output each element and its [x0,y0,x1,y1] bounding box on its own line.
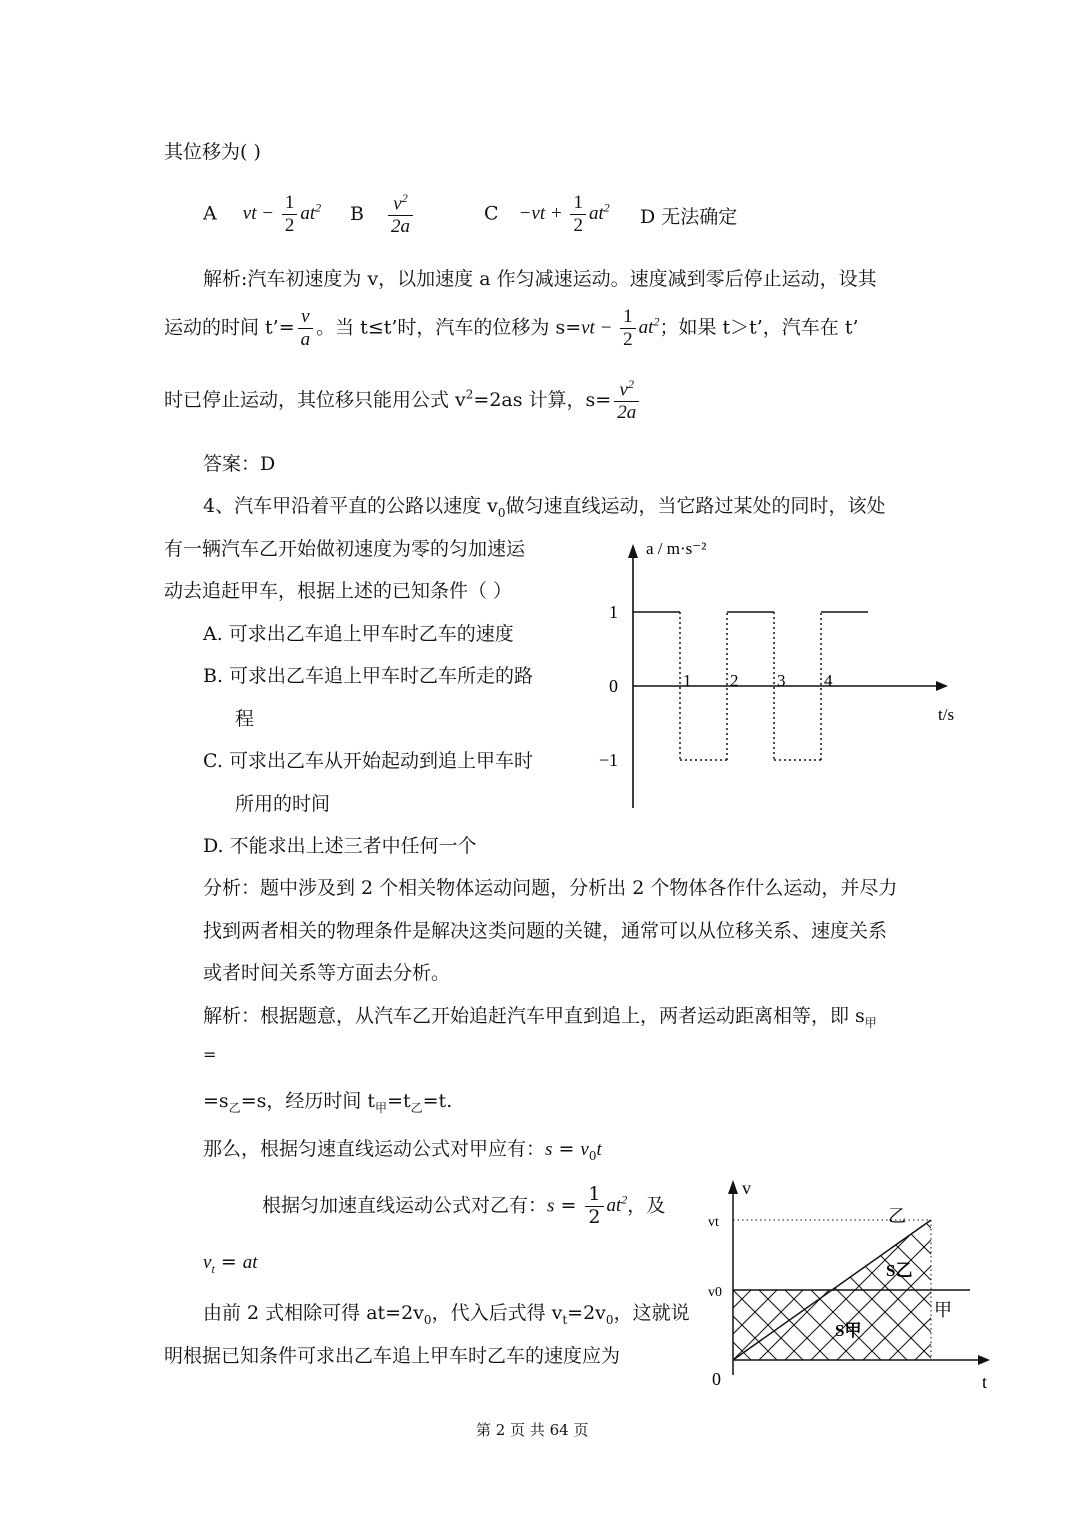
hatch-line [700,1170,855,1360]
subscript: 乙 [228,1100,241,1115]
q4-line1: 4、汽车甲沿着平直的公路以速度 $v_0$做匀速直线运动，当它路过某处的同时，该处 [203,495,886,520]
analysis-1-line3: 时已停止运动，其位移只能用公式 $v^2=2as$ 计算，s= $\frac{v^2}{2a}$ [164,378,642,424]
analysis-1-line1: 解析:汽车初速度为 v，以加速度 a 作匀减速运动。速度减到零后停止运动，设其 [203,268,877,290]
hatch-line [941,1170,1010,1360]
y-axis-arrow [728,1180,738,1194]
x-axis-arrow [978,1355,990,1365]
hatch-line [700,1170,725,1360]
q4-option-c-cont: 所用的时间 [235,793,331,815]
jiexi-eq: = [203,1045,217,1064]
option-c-label: C [484,202,499,225]
option-c: C −vt + $\frac{1}{2}$ $at^2$ [484,192,610,236]
analysis-text: 。当 t≤t’时，汽车的位移为 s= [316,316,582,339]
hatch-line [915,1170,1010,1360]
result-text: ，代入后式得 v [431,1302,563,1324]
namo-text: 那么，根据匀速直线运动公式对甲应有： [203,1138,546,1160]
hatch-line [700,1170,829,1360]
x-axis-arrow [936,681,948,691]
analysis-text: 运动的时间 t’= [164,316,295,339]
option-b-label: B [350,203,364,226]
fenxi-line2: 找到两者相关的物理条件是解决这类问题的关键，通常可以从位移关系、速度关系 [203,920,888,942]
genju-text: 根据匀加速直线运动公式对乙有： [262,1194,548,1217]
hatch-line [700,1170,777,1360]
hatch-line [941,1170,1010,1360]
hatch-line [700,1170,751,1360]
hatch-line [700,1170,829,1360]
result-line2: 明根据已知条件可求出乙车追上甲车时乙车的速度应为 [164,1345,621,1367]
y-axis-label: v [742,1178,751,1198]
analysis-text: =2as 计算，s= [473,389,612,412]
q4-option-a: A. 可求出乙车追上甲车时乙车的速度 [203,623,514,645]
q4-option-b: B. 可求出乙车追上甲车时乙车所走的路 [203,665,534,687]
q4-option-b-cont: 程 [235,708,255,730]
q4-text: 做匀速直线运动，当它路过某处的同时，该处 [505,495,886,517]
series-yi-label: 乙 [888,1206,906,1226]
question-tail: 其位移为( ) [164,141,261,163]
hatch-line [967,1170,1010,1360]
answer: 答案：D [203,453,276,475]
y-tick-label: 0 [609,676,618,696]
subscript: 甲 [375,1100,388,1115]
option-b: B $\frac{v^2}{2a}$ [350,192,416,238]
q4-option-c: C. 可求出乙车从开始起动到追上甲车时 [203,750,533,772]
hatch-line [915,1170,1010,1360]
acceleration-time-chart [590,530,970,820]
hatch-line [785,1170,985,1360]
q4-option-d: D. 不能求出上述三者中任何一个 [203,835,477,857]
x-axis-label: t/s [938,705,955,724]
result-text: =2v [567,1302,606,1324]
series-jia-label: 甲 [934,1300,952,1320]
hatch-line [707,1170,907,1360]
hatch-line [837,1170,1010,1360]
fenxi-line1: 分析：题中涉及到 2 个相关物体运动问题，分析出 2 个物体各作什么运动，并尽力 [203,877,898,899]
namo-line: 那么，根据匀速直线运动公式对甲应有：$s = v_0t$ [203,1138,602,1163]
subscript: 甲 [864,1015,877,1030]
x-tick-label: 2 [730,671,739,690]
result-text: ，这就说 [613,1302,690,1324]
x-tick-label: 3 [777,671,786,690]
y-axis-label: a / m·s⁻² [646,539,707,558]
option-a: A vt − $\frac{1}{2}$ $at^2$ [203,192,322,236]
hatch-line [785,1170,985,1360]
option-a-label: A [203,202,217,225]
genju-line: 根据匀加速直线运动公式对乙有：s = $\frac{1}{2}$ $at^2$，及 [262,1183,666,1228]
jiexi-text: =s，经历时间 t [240,1090,376,1112]
jiexi-text: =t [387,1090,411,1112]
q4-line3: 动去追赶甲车，根据上述的已知条件（ ） [164,580,513,602]
area-label-jia: S甲 [835,1321,862,1340]
result-line1: 由前 2 式相除可得 $at=2v_0$，代入后式得 $v_t=2v_0$，这就说 [203,1302,690,1327]
hatch-line [837,1170,1010,1360]
q4-text: 4、汽车甲沿着平直的公路以速度 v [203,495,498,517]
hatch-line [993,1170,1010,1360]
subscript: 乙 [410,1100,423,1115]
y-tick-label: vt [708,1215,719,1230]
velocity-time-chart [700,1170,1010,1400]
result-text: 由前 2 式相除可得 at=2v [203,1302,424,1324]
hatch-line [700,1170,855,1360]
jiexi-text: =t. [422,1090,453,1112]
genju-text: ，及 [627,1194,666,1217]
x-tick-label: 4 [824,671,833,690]
jiexi-line1 [203,1007,877,1029]
hatch-line [967,1170,1010,1360]
page-footer: 第 2 页 共 64 页 [476,1421,589,1439]
y-tick-label: 1 [609,602,618,622]
q4-line2: 有一辆汽车乙开始做初速度为零的匀加速运 [164,538,526,560]
hatch-line [993,1170,1010,1360]
fenxi-line3: 或者时间关系等方面去分析。 [203,962,451,984]
jiexi-text: 解析：根据题意，从汽车乙开始追赶汽车甲直到追上，两者运动距离相等，即 s [203,1005,865,1027]
y-axis-arrow [628,544,638,558]
analysis-1-line2: 运动的时间 t’= $\frac{v}{a}$ 。当 t≤t’时，汽车的位移为 s=vt − $\frac{1}{2}$ $at^2$；如果 t＞t’，汽车在 t’ [164,306,859,350]
y-tick-label: −1 [598,750,618,770]
area-label-yi: S乙 [886,1261,913,1280]
hatch-line [700,1170,725,1360]
option-d: D 无法确定 [640,206,738,228]
hatch-line [707,1170,907,1360]
hatch-line [700,1170,777,1360]
jiexi-text: =s [203,1090,229,1112]
y-tick-label: v0 [708,1285,722,1300]
x-tick-label: 1 [683,671,692,690]
vt-formula: $v_t$ = at [203,1251,258,1276]
x-axis-label: t [982,1372,988,1392]
hatch-line [700,1170,751,1360]
analysis-text: 时已停止运动，其位移只能用公式 v [164,389,466,412]
origin-label: 0 [712,1369,721,1389]
analysis-text: ；如果 t＞t’，汽车在 t’ [659,316,859,339]
jiexi-line2 [203,1092,452,1114]
